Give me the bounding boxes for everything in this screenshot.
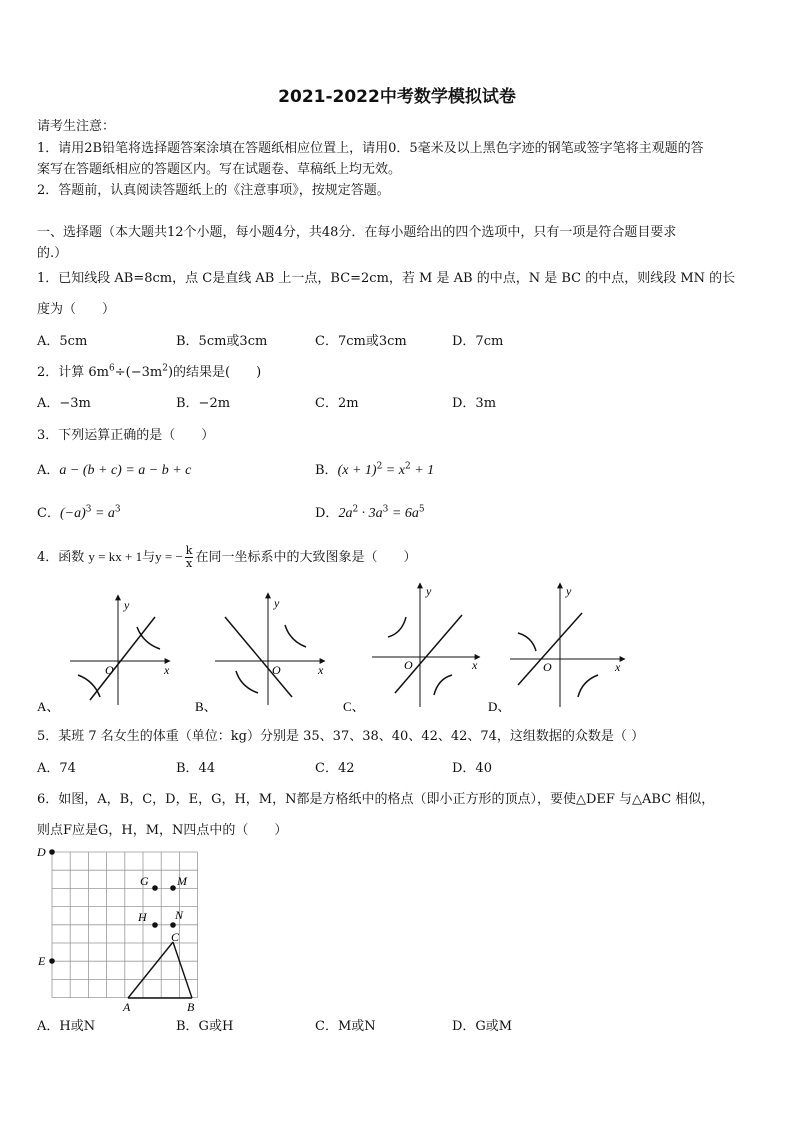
point-g — [152, 885, 158, 891]
q3-expr-b-3: + 1 — [410, 463, 435, 478]
graph-a-line — [90, 617, 155, 700]
label-b: B — [187, 1000, 195, 1014]
q6-stem-line-1: 6．如图，A，B，C，D，E，G，H，M，N都是方格纸中的格点（即小正方形的顶点），要使△DEF 与△ABC 相似， — [37, 792, 715, 807]
q5-option-d: D．40 — [452, 761, 492, 776]
graph-d-y-label: y — [566, 584, 572, 598]
q3-stem: 3．下列运算正确的是（ ） — [37, 428, 215, 443]
label-d: D — [37, 845, 46, 859]
q4-graph-a — [70, 595, 170, 705]
q5-option-c: C．42 — [315, 761, 355, 776]
graph-a-y-label: y — [124, 598, 130, 612]
graph-b-hyperbola-2 — [236, 671, 258, 693]
q1-option-a: A．5cm — [37, 334, 88, 349]
q3-label-b: B． — [315, 463, 338, 478]
graph-d-hyperbola-2 — [578, 675, 598, 697]
q4-graphs — [0, 575, 794, 715]
q3-option-a — [37, 462, 191, 480]
q6-option-a: A．H或N — [37, 1019, 96, 1034]
q3-expr-b-exp: 2 — [376, 461, 383, 472]
q6-option-d: D．G或M — [452, 1019, 513, 1034]
q3-expr-d-2: · 3a — [358, 506, 383, 521]
q2-stem — [37, 364, 261, 382]
q4-graph-c — [372, 583, 480, 707]
point-m — [170, 885, 176, 891]
q4-frac-num: k — [185, 544, 193, 557]
q2-stem-b: ÷(−3m — [114, 365, 163, 380]
q3-expr-d-exp1: 2 — [352, 504, 359, 515]
q3-expr-c-exp: 3 — [85, 504, 92, 515]
notice-line-1b: 案写在答题纸相应的答题区内。写在试题卷、草稿纸上均无效。 — [37, 162, 402, 177]
q4-stem-b: 与 — [142, 550, 156, 565]
q3-label-d: D． — [315, 506, 339, 521]
q3-option-d — [315, 505, 425, 523]
q3-option-b — [315, 462, 434, 480]
q2-stem-c: )的结果是( ) — [167, 365, 262, 380]
q6-grid-figure — [30, 842, 210, 1014]
q4-func-2: y = − — [155, 549, 183, 564]
q4-fraction — [185, 545, 194, 570]
q3-expr-d-exp2: 3 — [382, 504, 389, 515]
graph-b-x-label: x — [318, 663, 324, 677]
graph-c-x-label: x — [472, 658, 478, 672]
q3-expr-d-1: 2a — [338, 506, 353, 521]
section-header-line-1: 一、选择题（本大题共12个小题，每小题4分，共48分．在每小题给出的四个选项中，只有一项是符合题目要求 — [37, 225, 677, 240]
notice-heading: 请考生注意： — [37, 119, 116, 134]
label-c: C — [171, 930, 180, 944]
q3-expr-b-2: = x — [382, 463, 405, 478]
q4-option-d-label: D、 — [488, 699, 511, 714]
q5-option-b: B．44 — [176, 761, 216, 776]
graph-c-line — [395, 615, 462, 693]
q4-stem-c: 在同一坐标系中的大致图象是（ ） — [195, 550, 417, 565]
q1-option-c: C．7cm或3cm — [315, 334, 407, 349]
point-d — [49, 849, 55, 855]
q1-stem-line-2: 度为（ ） — [37, 302, 116, 317]
label-h: H — [138, 910, 147, 924]
q3-expr-b-exp2: 2 — [404, 461, 411, 472]
notice-line-2: 2．答题前，认真阅读答题纸上的《注意事项》，按规定答题。 — [37, 183, 390, 198]
q2-option-a: A．−3m — [37, 396, 91, 411]
label-n: N — [175, 908, 184, 922]
graph-a-hyperbola-1 — [137, 627, 160, 649]
graph-b-y-label: y — [274, 596, 280, 610]
q6-option-b: B．G或H — [176, 1019, 234, 1034]
q3-expr-a: a − (b + c) = a − b + c — [59, 463, 192, 478]
page-title: 2021-2022中考数学模拟试卷 — [278, 87, 516, 107]
q3-expr-c-exp2: 3 — [114, 504, 121, 515]
graph-d-origin: O — [543, 660, 552, 674]
q4-option-c-label: C、 — [343, 699, 365, 714]
q4-option-a-label: A、 — [37, 699, 60, 714]
q4-func-1: y = kx + 1 — [88, 549, 143, 564]
triangle-side-bc — [173, 942, 192, 998]
graph-a-hyperbola-2 — [78, 675, 100, 697]
q2-option-d: D．3m — [452, 396, 497, 411]
q6-stem-line-2: 则点F应是G，H，M，N四点中的（ ） — [37, 823, 288, 838]
graph-a-origin: O — [105, 663, 114, 677]
q2-stem-a: 2．计算 6m — [37, 365, 110, 380]
q3-option-c — [37, 505, 121, 523]
q4-stem-a: 4．函数 — [37, 550, 85, 565]
q3-expr-c-2: = a — [91, 506, 115, 521]
graph-c-y-label: y — [426, 584, 432, 598]
q4-graph-b — [215, 593, 325, 705]
graph-d-x-label: x — [615, 660, 621, 674]
graph-c-hyperbola-2 — [434, 675, 452, 695]
section-header-line-2: 的.） — [37, 246, 68, 261]
point-e — [49, 958, 55, 964]
q3-expr-d-3: = 6a — [388, 506, 419, 521]
q1-option-d: D．7cm — [452, 334, 504, 349]
q4-option-b-label: B、 — [195, 699, 217, 714]
label-a: A — [123, 1000, 131, 1014]
q3-expr-c-1: (−a) — [59, 506, 86, 521]
triangle-side-ac — [128, 942, 173, 998]
notice-line-1a: 1．请用2B铅笔将选择题答案涂填在答题纸相应位置上，请用0．5毫米及以上黑色字迹的钢笔或签字笔将主观题的答 — [37, 141, 704, 156]
q4-graph-d — [510, 583, 625, 707]
label-m: M — [177, 874, 187, 888]
graph-b-line — [225, 617, 292, 697]
q5-stem: 5．某班 7 名女生的体重（单位：kg）分别是 35、37、38、40、42、42、74，这组数据的众数是（ ） — [37, 729, 645, 744]
graph-b-hyperbola-1 — [285, 625, 306, 647]
q4-frac-den: x — [186, 557, 193, 570]
q2-option-b: B．−2m — [176, 396, 231, 411]
q3-expr-b-1: (x + 1) — [337, 463, 377, 478]
q3-label-c: C． — [37, 506, 60, 521]
q3-label-a: A． — [37, 463, 60, 478]
point-h — [152, 922, 158, 928]
graph-c-origin: O — [404, 658, 413, 672]
q4-stem — [37, 545, 416, 570]
q1-option-b: B．5cm或3cm — [176, 334, 268, 349]
point-n — [170, 922, 176, 928]
graph-d-line — [518, 613, 582, 685]
graph-a-x-label: x — [164, 663, 170, 677]
q1-stem-line-1: 1．已知线段 AB=8cm，点 C是直线 AB 上一点，BC=2cm，若 M 是 AB 的中点，N 是 BC 的中点，则线段 MN 的长 — [37, 271, 736, 286]
q2-option-c: C．2m — [315, 396, 359, 411]
graph-c-hyperbola-1 — [388, 617, 406, 637]
q2-exp-2: 2 — [162, 363, 168, 374]
label-e: E — [38, 954, 46, 968]
q6-option-c: C．M或N — [315, 1019, 376, 1034]
graph-d-hyperbola-1 — [518, 633, 536, 651]
q2-exp-6: 6 — [109, 363, 115, 374]
graph-b-origin: O — [272, 663, 281, 677]
q3-expr-d-exp3: 5 — [418, 504, 425, 515]
q5-option-a: A．74 — [37, 761, 76, 776]
label-g: G — [140, 874, 149, 888]
